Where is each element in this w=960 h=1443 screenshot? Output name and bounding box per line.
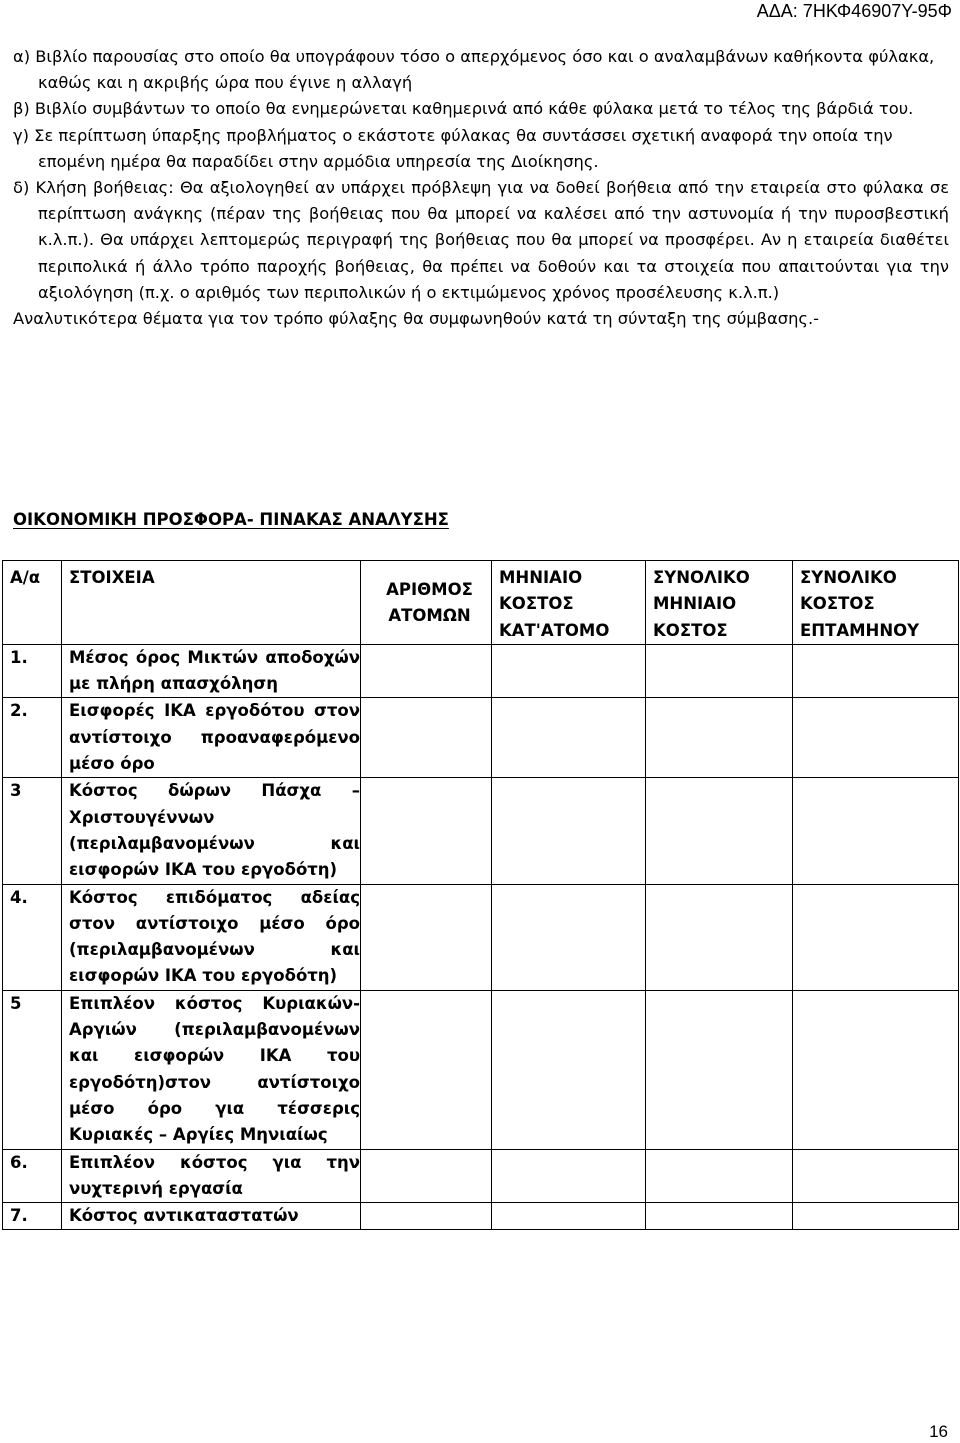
row-description: Κόστος δώρων Πάσχα – Χριστουγέννων (περιλαμβανομένων και εισφορών ΙΚΑ του εργοδότη) (62, 778, 361, 884)
header-total-7month: ΣΥΝΟΛΙΚΟ ΚΟΣΤΟΣ ΕΠΤΑΜΗΝΟΥ (793, 561, 959, 645)
row-description: Κόστος επιδόματος αδείας στον αντίστοιχο μέσο όρο (περιλαμβανομένων και εισφορών ΙΚΑ του εργοδότη) (62, 884, 361, 990)
row-number: 5 (3, 990, 62, 1149)
table-row (3, 778, 959, 884)
cell-total-monthly (646, 990, 793, 1149)
cell-total-monthly (646, 644, 793, 698)
table-row (3, 1149, 959, 1203)
table-row (3, 884, 959, 990)
cell-monthly-per-person (492, 644, 646, 698)
cell-persons (361, 884, 492, 990)
paragraph-d: δ) Κλήση βοήθειας: Θα αξιολογηθεί αν υπάρχει πρόβλεψη για να δοθεί βοήθεια από την εταιρεία στο φύλακα σε περίπτωση ανάγκης (πέραν της βοήθειας που θα μπορεί να καλέσει από την αστυνομία ή την πυροσβεστική κ.λ.π.). Θα υπάρχει λεπτομερώς περιγραφή της βοήθειας που θα μπορεί να προσφέρει. Αν η εταιρεία διαθέτει περιπολικά ή άλλο τρόπο παροχής βοήθειας, θα πρέπει να δοθούν και τα στοιχεία που απαιτούνται για την αξιολόγηση (π.χ. ο αριθμός των περιπολικών ή ο εκτιμώμενος χρόνος προσέλευσης κ.λ.π.) (13, 178, 949, 302)
cell-persons (361, 1203, 492, 1230)
cell-persons (361, 1149, 492, 1203)
header-aa: Α/α (3, 561, 62, 645)
row-description: Μέσος όρος Μικτών αποδοχών με πλήρη απασχόληση (62, 644, 361, 698)
cell-total-7month (793, 1203, 959, 1230)
cell-persons (361, 990, 492, 1149)
cell-total-monthly (646, 884, 793, 990)
cell-total-7month (793, 1149, 959, 1203)
cell-monthly-per-person (492, 1203, 646, 1230)
closing-paragraph: Αναλυτικότερα θέματα για τον τρόπο φύλαξης θα συμφωνηθούν κατά τη σύνταξη της σύμβασης.- (13, 309, 820, 329)
cell-monthly-per-person (492, 990, 646, 1149)
cost-analysis-table (2, 560, 959, 1230)
header-items: ΣΤΟΙΧΕΙΑ (62, 561, 361, 645)
header-persons: ΑΡΙΘΜΟΣ ΑΤΟΜΩΝ (361, 561, 492, 645)
row-description: Επιπλέον κόστος Κυριακών-Αργιών (περιλαμβανομένων και εισφορών ΙΚΑ του εργοδότη)στον αντίστοιχο μέσο όρο για τέσσερις Κυριακές – Αργίες Μηνιαίως (62, 990, 361, 1149)
cell-total-monthly (646, 1149, 793, 1203)
row-number: 3 (3, 778, 62, 884)
table-header-row (3, 561, 959, 645)
cell-total-7month (793, 778, 959, 884)
row-description: Εισφορές ΙΚΑ εργοδότου στον αντίστοιχο προαναφερόμενο μέσο όρο (62, 698, 361, 778)
row-number: 2. (3, 698, 62, 778)
ada-code: ΑΔΑ: 7ΗΚΦ46907Υ-95Φ (756, 1, 952, 21)
paragraph-b: β) Βιβλίο συμβάντων το οποίο θα ενημερώνεται καθημερινά από κάθε φύλακα μετά το τέλος της βάρδιά του. (13, 99, 914, 119)
cell-total-monthly (646, 778, 793, 884)
page-number: 16 (929, 1422, 948, 1441)
row-number: 6. (3, 1149, 62, 1203)
table-row (3, 1203, 959, 1230)
paragraph-a: α) Βιβλίο παρουσίας στο οποίο θα υπογράφουν τόσο ο απερχόμενος όσο και ο αναλαμβάνων καθήκοντα φύλακα, καθώς και η ακριβής ώρα που έγινε η αλλαγή (13, 47, 935, 93)
cell-monthly-per-person (492, 778, 646, 884)
header-monthly-per-person: ΜΗΝΙΑΙΟ ΚΟΣΤΟΣ ΚΑΤ'ΑΤΟΜΟ (492, 561, 646, 645)
table-row (3, 644, 959, 698)
cell-monthly-per-person (492, 884, 646, 990)
row-description: Κόστος αντικαταστατών (62, 1203, 361, 1230)
cell-total-7month (793, 698, 959, 778)
document-body (13, 44, 949, 332)
row-number: 4. (3, 884, 62, 990)
cell-total-monthly (646, 698, 793, 778)
table-row (3, 698, 959, 778)
header-total-monthly: ΣΥΝΟΛΙΚΟ ΜΗΝΙΑΙΟ ΚΟΣΤΟΣ (646, 561, 793, 645)
cell-persons (361, 644, 492, 698)
cell-persons (361, 698, 492, 778)
cell-monthly-per-person (492, 698, 646, 778)
row-number: 1. (3, 644, 62, 698)
paragraph-c: γ) Σε περίπτωση ύπαρξης προβλήματος ο εκάστοτε φύλακας θα συντάσσει σχετική αναφορά την οποία την επομένη ημέρα θα παραδίδει στην αρμόδια υπηρεσία της Διοίκησης. (13, 125, 893, 171)
cell-persons (361, 778, 492, 884)
row-number: 7. (3, 1203, 62, 1230)
row-description: Επιπλέον κόστος για την νυχτερινή εργασία (62, 1149, 361, 1203)
section-title: ΟΙΚΟΝΟΜΙΚΗ ΠΡΟΣΦΟΡΑ- ΠΙΝΑΚΑΣ ΑΝΑΛΥΣΗΣ (13, 510, 449, 529)
cell-monthly-per-person (492, 1149, 646, 1203)
cell-total-7month (793, 990, 959, 1149)
cell-total-7month (793, 644, 959, 698)
cell-total-monthly (646, 1203, 793, 1230)
table-row (3, 990, 959, 1149)
cell-total-7month (793, 884, 959, 990)
